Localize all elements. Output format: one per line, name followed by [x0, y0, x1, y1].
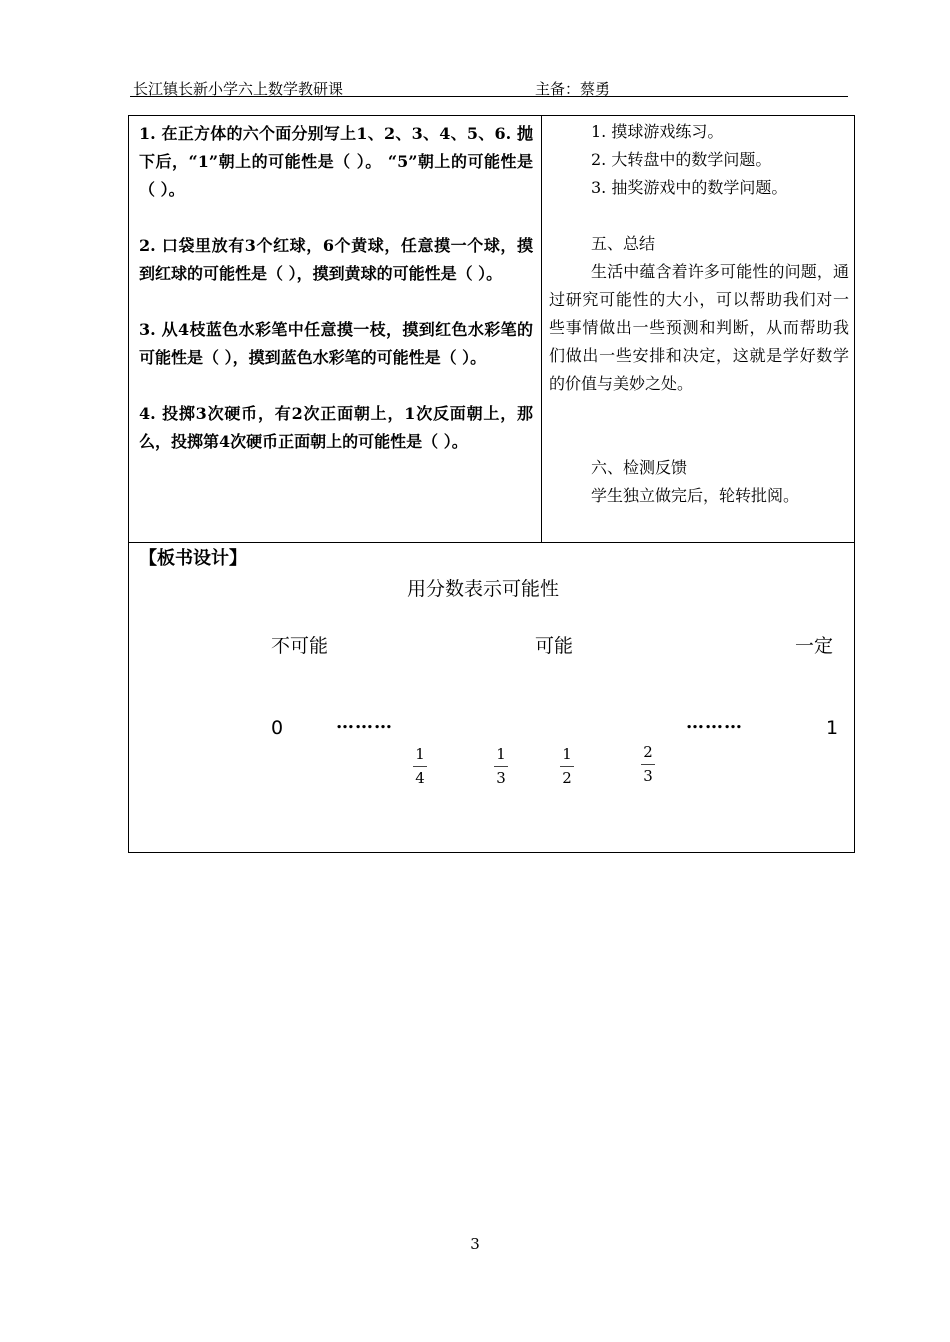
exercise-4: 4. 投掷3次硬币，有2次正面朝上，1次反面朝上，那么，投掷第4次硬币正面朝上的可能性是（ ）。 — [139, 404, 533, 451]
exercise-3: 3. 从4枝蓝色水彩笔中任意摸一枝，摸到红色水彩笔的可能性是（ ），摸到蓝色水彩笔的可能性是（ ）。 — [139, 320, 533, 367]
dots-left: ……… — [336, 712, 393, 733]
fraction-one-half: 1 2 — [555, 746, 579, 787]
summary-heading: 五、总结 — [591, 234, 656, 253]
label-certain: 一定 — [795, 635, 834, 657]
activity-1: 1. 摸球游戏练习。 — [591, 122, 724, 141]
label-impossible: 不可能 — [271, 635, 329, 657]
label-possible: 可能 — [535, 635, 574, 657]
row-divider — [129, 542, 854, 543]
column-divider — [541, 116, 542, 542]
board-title: 用分数表示可能性 — [407, 578, 560, 600]
number-one: 1 — [826, 717, 839, 739]
exercise-column — [139, 120, 533, 456]
feedback-heading: 六、检测反馈 — [591, 458, 688, 477]
dots-right: ……… — [686, 712, 743, 733]
exercise-2: 2. 口袋里放有3个红球，6个黄球，任意摸一个球，摸到红球的可能性是（ ），摸到黄球的可能性是（ ）。 — [139, 236, 533, 283]
summary-text: 生活中蕴含着许多可能性的问题，通过研究可能性的大小，可以帮助我们对一些事情做出一些预测和判断，从而帮助我们做出一些安排和决定，这就是学好数学的价值与美妙之处。 — [549, 262, 849, 393]
preparer: 主备：蔡勇 — [535, 80, 611, 98]
page-header — [130, 78, 848, 97]
activity-2: 2. 大转盘中的数学问题。 — [591, 150, 772, 169]
activity-3: 3. 抽奖游戏中的数学问题。 — [591, 178, 788, 197]
fraction-one-third: 1 3 — [489, 746, 513, 787]
feedback-text: 学生独立做完后，轮转批阅。 — [591, 486, 800, 505]
fraction-two-thirds: 2 3 — [636, 744, 660, 785]
number-zero: 0 — [271, 717, 284, 739]
lesson-table — [128, 115, 855, 853]
board-design-title: 【板书设计】 — [139, 548, 247, 569]
fraction-one-quarter: 1 4 — [408, 746, 432, 787]
school-course-title: 长江镇长新小学六上数学教研课 — [133, 80, 344, 98]
exercise-1: 1. 在正方体的六个面分别写上1、2、3、4、5、6. 抛下后，“1”朝上的可能性是（ ）。 “5”朝上的可能性是（ ）。 — [139, 124, 533, 199]
process-column — [549, 118, 849, 510]
page-number: 3 — [470, 1235, 480, 1253]
